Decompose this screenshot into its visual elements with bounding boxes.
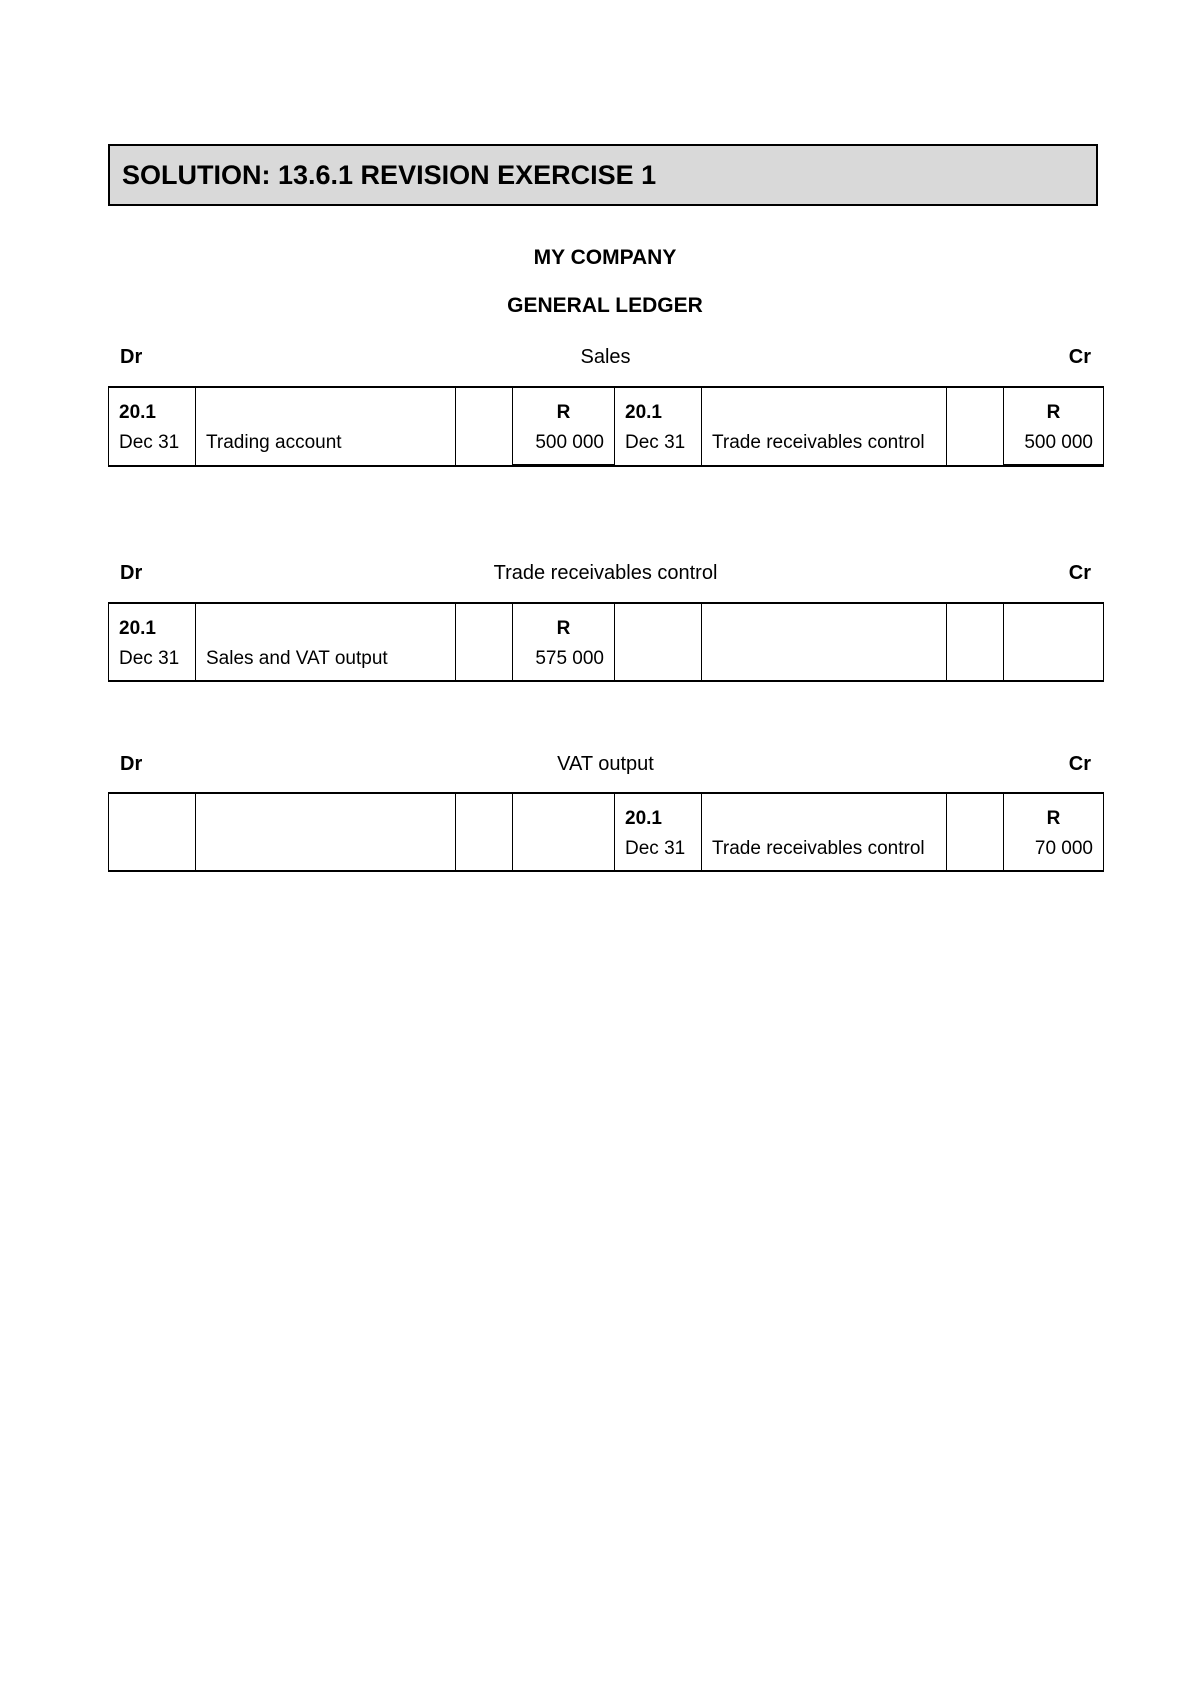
- debit-currency: R: [513, 387, 615, 424]
- credit-year: [615, 603, 702, 640]
- debit-details: Sales and VAT output: [196, 640, 456, 681]
- debit-folio-cell: [456, 793, 513, 830]
- debit-details-cell: [196, 793, 456, 830]
- account-name: VAT output: [557, 753, 654, 775]
- dr-label: Dr: [120, 753, 143, 775]
- debit-details-cell: [196, 603, 456, 640]
- credit-details: Trade receivables control: [702, 830, 947, 871]
- credit-date: Dec 31: [615, 424, 702, 466]
- credit-details: Trade receivables control: [702, 424, 947, 466]
- debit-date: Dec 31: [109, 424, 196, 466]
- document-title-text: SOLUTION: 13.6.1 REVISION EXERCISE 1: [122, 159, 657, 190]
- credit-currency-cell: [1004, 603, 1104, 640]
- debit-details: Trading account: [196, 424, 456, 466]
- credit-details: [702, 640, 947, 681]
- debit-folio: [456, 640, 513, 681]
- dr-label: Dr: [120, 346, 143, 368]
- credit-folio: [947, 424, 1004, 466]
- debit-currency-cell: [513, 793, 615, 830]
- credit-folio: [947, 640, 1004, 681]
- credit-details-cell: [702, 387, 947, 424]
- debit-folio: [456, 424, 513, 466]
- company-name: MY COMPANY: [533, 246, 677, 269]
- account-header-trade-receivables: [108, 562, 1103, 590]
- credit-date: [615, 640, 702, 681]
- credit-amount: 500 000: [1004, 424, 1104, 466]
- account-name: Sales: [580, 346, 631, 368]
- debit-folio: [456, 830, 513, 871]
- credit-details-cell: [702, 603, 947, 640]
- debit-amount: 575 000: [513, 640, 615, 681]
- credit-amount: 70 000: [1004, 830, 1104, 871]
- document-title: [108, 144, 1098, 206]
- dr-label: Dr: [120, 562, 143, 584]
- debit-details-cell: [196, 387, 456, 424]
- cr-label: Cr: [1068, 562, 1091, 584]
- debit-currency: R: [513, 603, 615, 640]
- debit-year: [109, 793, 196, 830]
- credit-year: 20.1: [615, 387, 702, 424]
- credit-folio: [947, 830, 1004, 871]
- cr-label: Cr: [1068, 753, 1091, 775]
- debit-year: 20.1: [109, 603, 196, 640]
- ledger-table-sales: [108, 386, 1104, 467]
- debit-folio-cell: [456, 387, 513, 424]
- credit-year: 20.1: [615, 793, 702, 830]
- credit-amount: [1004, 640, 1104, 681]
- cr-label: Cr: [1068, 346, 1091, 368]
- debit-folio-cell: [456, 603, 513, 640]
- debit-amount: [513, 830, 615, 871]
- credit-folio-cell: [947, 793, 1004, 830]
- account-header-vat-output: [108, 753, 1103, 781]
- credit-date: Dec 31: [615, 830, 702, 871]
- credit-folio-cell: [947, 603, 1004, 640]
- credit-folio-cell: [947, 387, 1004, 424]
- debit-amount: 500 000: [513, 424, 615, 466]
- account-header-sales: [108, 346, 1103, 374]
- credit-currency: R: [1004, 793, 1104, 830]
- ledger-heading: GENERAL LEDGER: [507, 294, 703, 317]
- credit-details-cell: [702, 793, 947, 830]
- debit-date: Dec 31: [109, 640, 196, 681]
- ledger-table-trade-receivables: [108, 602, 1104, 682]
- account-name: Trade receivables control: [493, 562, 718, 584]
- credit-currency: R: [1004, 387, 1104, 424]
- debit-details: [196, 830, 456, 871]
- debit-date: [109, 830, 196, 871]
- debit-year: 20.1: [109, 387, 196, 424]
- ledger-table-vat-output: [108, 792, 1104, 872]
